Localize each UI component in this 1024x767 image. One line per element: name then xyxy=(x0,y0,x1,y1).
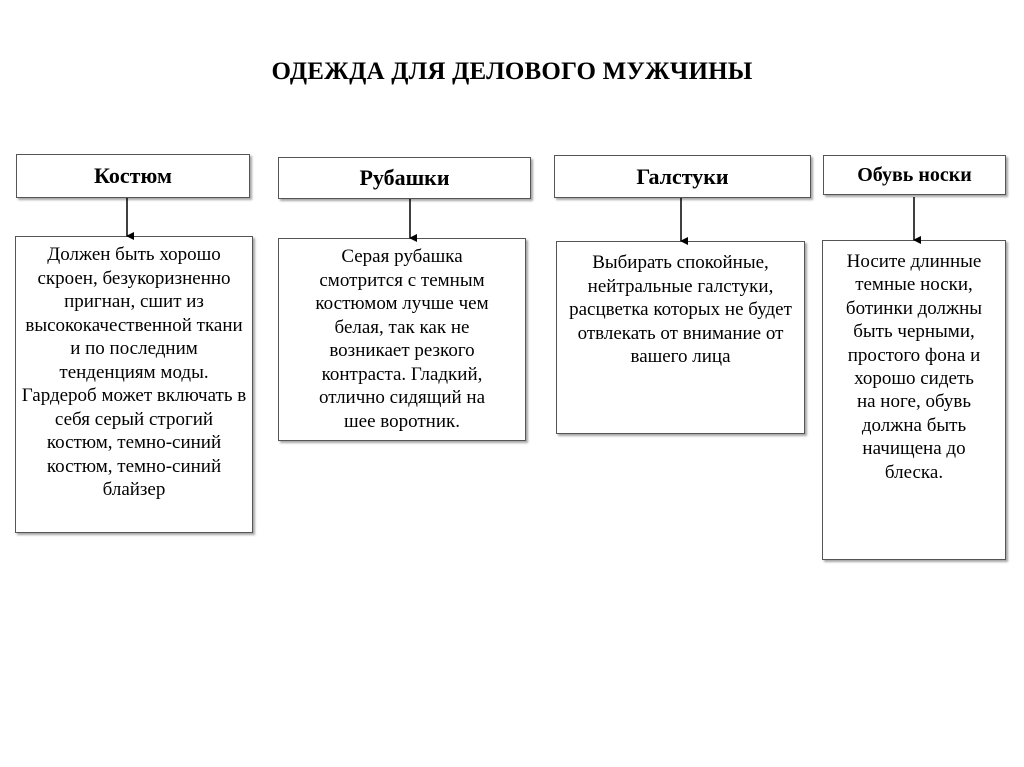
text-shoes: Носите длинные темные носки, ботинки должны быть черными, простого фона и хорошо сидеть на ноге, обувь должна быть начищена до блеска. xyxy=(845,251,983,483)
heading-shirts: Рубашки xyxy=(359,165,450,190)
text-ties: Выбирать спокойные, нейтральные галстуки, расцветка которых не будет отвлекать от внимание от вашего лица xyxy=(569,252,792,367)
heading-shoes: Обувь носки xyxy=(857,163,972,186)
page-title: ОДЕЖДА ДЛЯ ДЕЛОВОГО МУЖЧИНЫ xyxy=(271,58,753,85)
heading-suit: Костюм xyxy=(94,163,172,188)
heading-ties: Галстуки xyxy=(636,163,729,189)
text-suit: Должен быть хорошо скроен, безукоризненно пригнан, сшит из высококачественной ткани и по последним тенденциям моды. Гардероб может включать в себя серый строгий костюм, темно-синий костюм, темно-синий блайзер xyxy=(21,244,247,500)
text-shirts: Серая рубашка смотрится с темным костюмом лучше чем белая, так как не возникает резкого контраста. Гладкий, отлично сидящий на шее воротник. xyxy=(315,246,489,432)
